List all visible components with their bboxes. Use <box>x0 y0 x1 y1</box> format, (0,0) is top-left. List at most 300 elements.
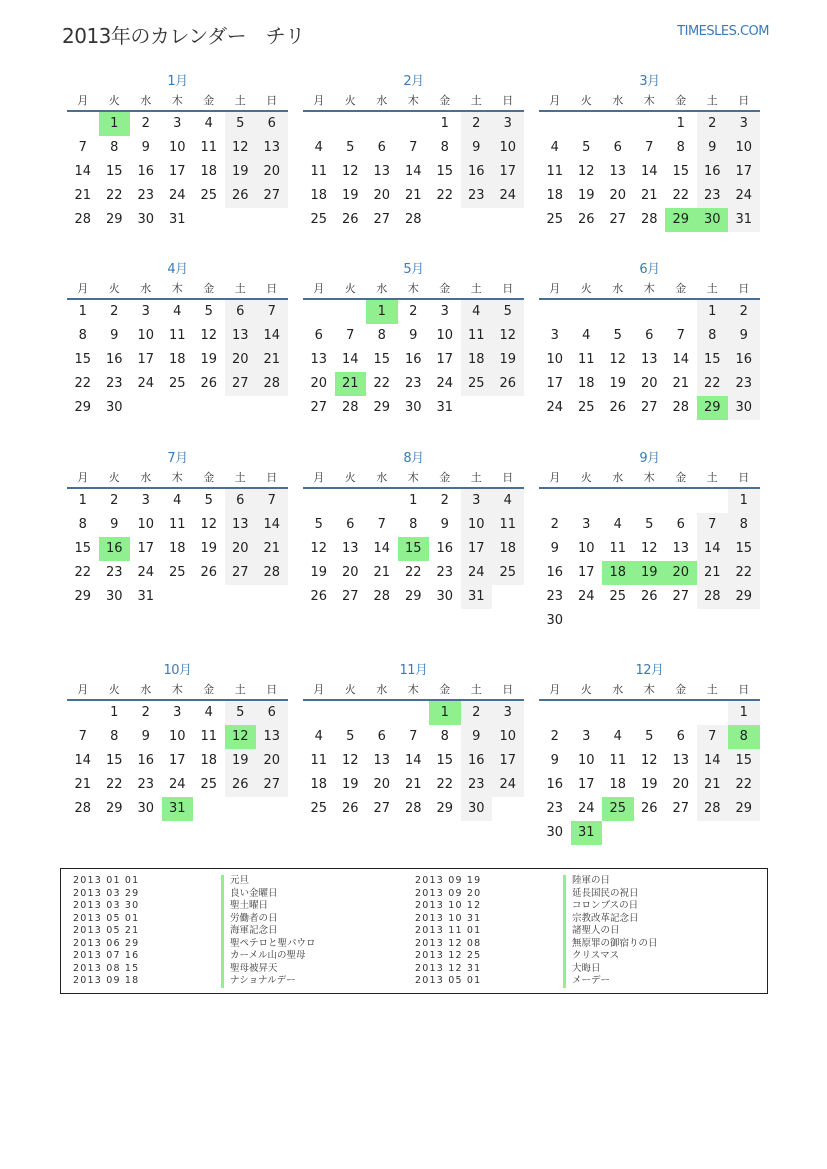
day-cell[interactable]: 24 <box>168 188 186 203</box>
day-cell[interactable]: 16 <box>546 777 564 792</box>
day-cell[interactable]: 17 <box>436 352 454 367</box>
day-cell[interactable]: 17 <box>137 541 155 556</box>
day-cell[interactable]: 6 <box>256 112 288 136</box>
day-cell[interactable]: 13 <box>609 164 627 179</box>
day-cell[interactable]: 3 <box>728 112 760 136</box>
brand-logo[interactable]: TIMESLES.COM <box>677 24 769 39</box>
day-cell[interactable]: 10 <box>137 517 155 532</box>
day-cell[interactable]: 23 <box>105 565 123 580</box>
day-cell[interactable]: 27 <box>310 400 328 415</box>
day-cell[interactable]: 10 <box>546 352 564 367</box>
day-cell[interactable]: 5 <box>492 300 524 324</box>
day-cell[interactable]: 28 <box>404 801 422 816</box>
day-cell[interactable]: 25 <box>200 777 218 792</box>
day-cell[interactable]: 27 <box>640 400 658 415</box>
day-cell[interactable]: 20 <box>225 537 257 561</box>
day-cell[interactable]: 17 <box>546 376 564 391</box>
day-cell[interactable]: 26 <box>577 212 595 227</box>
day-cell[interactable]: 30 <box>461 797 493 821</box>
day-cell[interactable]: 14 <box>404 164 422 179</box>
day-cell[interactable]: 5 <box>645 729 654 744</box>
day-cell[interactable]: 3 <box>550 328 559 343</box>
holiday-day-cell[interactable]: 31 <box>571 821 603 845</box>
day-cell[interactable]: 4 <box>204 705 213 720</box>
day-cell[interactable]: 5 <box>582 140 591 155</box>
day-cell[interactable]: 4 <box>582 328 591 343</box>
day-cell[interactable]: 7 <box>256 489 288 513</box>
day-cell[interactable]: 18 <box>200 164 218 179</box>
day-cell[interactable]: 21 <box>256 348 288 372</box>
day-cell[interactable]: 11 <box>546 164 564 179</box>
day-cell[interactable]: 26 <box>225 184 257 208</box>
day-cell[interactable]: 8 <box>78 517 87 532</box>
day-cell[interactable]: 28 <box>74 212 92 227</box>
day-cell[interactable]: 1 <box>728 701 760 725</box>
day-cell[interactable]: 10 <box>492 136 524 160</box>
day-cell[interactable]: 27 <box>672 801 690 816</box>
day-cell[interactable]: 3 <box>141 304 150 319</box>
day-cell[interactable]: 2 <box>697 112 729 136</box>
day-cell[interactable]: 26 <box>225 773 257 797</box>
holiday-day-cell[interactable]: 29 <box>697 396 729 420</box>
day-cell[interactable]: 8 <box>440 729 449 744</box>
day-cell[interactable]: 27 <box>256 773 288 797</box>
day-cell[interactable]: 4 <box>492 489 524 513</box>
day-cell[interactable]: 1 <box>676 116 685 131</box>
holiday-day-cell[interactable]: 1 <box>99 112 131 136</box>
day-cell[interactable]: 7 <box>78 140 87 155</box>
day-cell[interactable]: 9 <box>141 729 150 744</box>
day-cell[interactable]: 22 <box>697 372 729 396</box>
day-cell[interactable]: 29 <box>105 212 123 227</box>
day-cell[interactable]: 20 <box>373 188 391 203</box>
day-cell[interactable]: 11 <box>310 164 328 179</box>
day-cell[interactable]: 25 <box>546 212 564 227</box>
day-cell[interactable]: 7 <box>409 729 418 744</box>
day-cell[interactable]: 28 <box>672 400 690 415</box>
day-cell[interactable]: 27 <box>672 589 690 604</box>
day-cell[interactable]: 30 <box>728 396 760 420</box>
holiday-day-cell[interactable]: 1 <box>429 701 461 725</box>
day-cell[interactable]: 7 <box>346 328 355 343</box>
day-cell[interactable]: 25 <box>310 212 328 227</box>
day-cell[interactable]: 8 <box>78 328 87 343</box>
day-cell[interactable]: 26 <box>609 400 627 415</box>
day-cell[interactable]: 17 <box>168 164 186 179</box>
day-cell[interactable]: 17 <box>168 753 186 768</box>
day-cell[interactable]: 19 <box>577 188 595 203</box>
day-cell[interactable]: 14 <box>640 164 658 179</box>
day-cell[interactable]: 13 <box>640 352 658 367</box>
day-cell[interactable]: 21 <box>74 188 92 203</box>
day-cell[interactable]: 12 <box>225 136 257 160</box>
day-cell[interactable]: 15 <box>436 753 454 768</box>
day-cell[interactable]: 8 <box>110 140 119 155</box>
holiday-day-cell[interactable]: 30 <box>697 208 729 232</box>
day-cell[interactable]: 9 <box>141 140 150 155</box>
holiday-day-cell[interactable]: 1 <box>366 300 398 324</box>
day-cell[interactable]: 10 <box>492 725 524 749</box>
day-cell[interactable]: 13 <box>672 541 690 556</box>
day-cell[interactable]: 28 <box>404 212 422 227</box>
day-cell[interactable]: 6 <box>225 489 257 513</box>
day-cell[interactable]: 19 <box>310 565 328 580</box>
day-cell[interactable]: 7 <box>697 725 729 749</box>
day-cell[interactable]: 18 <box>492 537 524 561</box>
day-cell[interactable]: 16 <box>697 160 729 184</box>
day-cell[interactable]: 19 <box>492 348 524 372</box>
day-cell[interactable]: 31 <box>461 585 493 609</box>
day-cell[interactable]: 31 <box>168 212 186 227</box>
day-cell[interactable]: 19 <box>341 188 359 203</box>
day-cell[interactable]: 2 <box>141 116 150 131</box>
day-cell[interactable]: 19 <box>225 749 257 773</box>
day-cell[interactable]: 7 <box>256 300 288 324</box>
day-cell[interactable]: 1 <box>728 489 760 513</box>
day-cell[interactable]: 25 <box>461 372 493 396</box>
day-cell[interactable]: 1 <box>409 493 418 508</box>
day-cell[interactable]: 17 <box>577 565 595 580</box>
day-cell[interactable]: 7 <box>697 513 729 537</box>
day-cell[interactable]: 29 <box>436 801 454 816</box>
day-cell[interactable]: 18 <box>609 777 627 792</box>
day-cell[interactable]: 15 <box>105 753 123 768</box>
day-cell[interactable]: 13 <box>672 753 690 768</box>
day-cell[interactable]: 3 <box>173 116 182 131</box>
day-cell[interactable]: 29 <box>74 589 92 604</box>
day-cell[interactable]: 12 <box>200 517 218 532</box>
day-cell[interactable]: 5 <box>346 729 355 744</box>
day-cell[interactable]: 5 <box>346 140 355 155</box>
day-cell[interactable]: 22 <box>672 188 690 203</box>
day-cell[interactable]: 22 <box>728 561 760 585</box>
day-cell[interactable]: 20 <box>341 565 359 580</box>
day-cell[interactable]: 18 <box>310 188 328 203</box>
day-cell[interactable]: 19 <box>341 777 359 792</box>
day-cell[interactable]: 30 <box>546 613 564 628</box>
day-cell[interactable]: 12 <box>609 352 627 367</box>
day-cell[interactable]: 23 <box>461 773 493 797</box>
day-cell[interactable]: 28 <box>640 212 658 227</box>
day-cell[interactable]: 30 <box>137 212 155 227</box>
day-cell[interactable]: 10 <box>728 136 760 160</box>
day-cell[interactable]: 4 <box>314 729 323 744</box>
day-cell[interactable]: 16 <box>137 164 155 179</box>
day-cell[interactable]: 7 <box>409 140 418 155</box>
day-cell[interactable]: 31 <box>137 589 155 604</box>
day-cell[interactable]: 21 <box>256 537 288 561</box>
day-cell[interactable]: 6 <box>676 729 685 744</box>
day-cell[interactable]: 2 <box>409 304 418 319</box>
day-cell[interactable]: 30 <box>546 825 564 840</box>
day-cell[interactable]: 9 <box>697 136 729 160</box>
day-cell[interactable]: 7 <box>645 140 654 155</box>
day-cell[interactable]: 14 <box>404 753 422 768</box>
day-cell[interactable]: 23 <box>728 372 760 396</box>
day-cell[interactable]: 19 <box>200 352 218 367</box>
day-cell[interactable]: 9 <box>110 517 119 532</box>
day-cell[interactable]: 11 <box>168 517 186 532</box>
day-cell[interactable]: 22 <box>74 376 92 391</box>
day-cell[interactable]: 27 <box>609 212 627 227</box>
day-cell[interactable]: 23 <box>546 801 564 816</box>
day-cell[interactable]: 24 <box>492 184 524 208</box>
day-cell[interactable]: 10 <box>436 328 454 343</box>
day-cell[interactable]: 10 <box>577 753 595 768</box>
day-cell[interactable]: 21 <box>697 561 729 585</box>
day-cell[interactable]: 4 <box>314 140 323 155</box>
day-cell[interactable]: 14 <box>74 164 92 179</box>
holiday-day-cell[interactable]: 20 <box>665 561 697 585</box>
day-cell[interactable]: 17 <box>728 160 760 184</box>
day-cell[interactable]: 22 <box>105 188 123 203</box>
day-cell[interactable]: 1 <box>78 493 87 508</box>
day-cell[interactable]: 28 <box>256 372 288 396</box>
day-cell[interactable]: 2 <box>461 701 493 725</box>
day-cell[interactable]: 8 <box>440 140 449 155</box>
day-cell[interactable]: 30 <box>137 801 155 816</box>
day-cell[interactable]: 23 <box>436 565 454 580</box>
day-cell[interactable]: 23 <box>137 188 155 203</box>
day-cell[interactable]: 9 <box>409 328 418 343</box>
day-cell[interactable]: 5 <box>204 493 213 508</box>
day-cell[interactable]: 22 <box>436 777 454 792</box>
day-cell[interactable]: 24 <box>137 565 155 580</box>
day-cell[interactable]: 20 <box>640 376 658 391</box>
day-cell[interactable]: 30 <box>105 400 123 415</box>
day-cell[interactable]: 15 <box>436 164 454 179</box>
day-cell[interactable]: 20 <box>672 777 690 792</box>
day-cell[interactable]: 1 <box>78 304 87 319</box>
day-cell[interactable]: 7 <box>377 517 386 532</box>
day-cell[interactable]: 12 <box>310 541 328 556</box>
day-cell[interactable]: 22 <box>74 565 92 580</box>
day-cell[interactable]: 11 <box>310 753 328 768</box>
day-cell[interactable]: 16 <box>461 749 493 773</box>
day-cell[interactable]: 11 <box>577 352 595 367</box>
day-cell[interactable]: 18 <box>577 376 595 391</box>
day-cell[interactable]: 12 <box>640 541 658 556</box>
day-cell[interactable]: 8 <box>110 729 119 744</box>
day-cell[interactable]: 28 <box>341 400 359 415</box>
day-cell[interactable]: 2 <box>550 729 559 744</box>
day-cell[interactable]: 22 <box>404 565 422 580</box>
day-cell[interactable]: 6 <box>225 300 257 324</box>
day-cell[interactable]: 18 <box>168 352 186 367</box>
day-cell[interactable]: 6 <box>346 517 355 532</box>
day-cell[interactable]: 7 <box>78 729 87 744</box>
day-cell[interactable]: 26 <box>640 589 658 604</box>
day-cell[interactable]: 29 <box>373 400 391 415</box>
day-cell[interactable]: 20 <box>373 777 391 792</box>
day-cell[interactable]: 20 <box>609 188 627 203</box>
day-cell[interactable]: 6 <box>613 140 622 155</box>
day-cell[interactable]: 8 <box>728 513 760 537</box>
day-cell[interactable]: 13 <box>225 324 257 348</box>
day-cell[interactable]: 11 <box>609 541 627 556</box>
day-cell[interactable]: 27 <box>373 801 391 816</box>
day-cell[interactable]: 15 <box>373 352 391 367</box>
day-cell[interactable]: 23 <box>137 777 155 792</box>
day-cell[interactable]: 27 <box>225 372 257 396</box>
day-cell[interactable]: 21 <box>672 376 690 391</box>
day-cell[interactable]: 13 <box>256 136 288 160</box>
day-cell[interactable]: 14 <box>672 352 690 367</box>
day-cell[interactable]: 13 <box>341 541 359 556</box>
holiday-day-cell[interactable]: 31 <box>162 797 194 821</box>
day-cell[interactable]: 6 <box>377 140 386 155</box>
day-cell[interactable]: 31 <box>436 400 454 415</box>
day-cell[interactable]: 13 <box>225 513 257 537</box>
day-cell[interactable]: 4 <box>173 493 182 508</box>
day-cell[interactable]: 9 <box>550 541 559 556</box>
day-cell[interactable]: 13 <box>373 164 391 179</box>
day-cell[interactable]: 17 <box>492 160 524 184</box>
day-cell[interactable]: 2 <box>550 517 559 532</box>
day-cell[interactable]: 22 <box>436 188 454 203</box>
day-cell[interactable]: 4 <box>550 140 559 155</box>
day-cell[interactable]: 2 <box>728 300 760 324</box>
day-cell[interactable]: 10 <box>137 328 155 343</box>
day-cell[interactable]: 4 <box>204 116 213 131</box>
day-cell[interactable]: 29 <box>404 589 422 604</box>
day-cell[interactable]: 16 <box>436 541 454 556</box>
day-cell[interactable]: 16 <box>728 348 760 372</box>
day-cell[interactable]: 21 <box>404 777 422 792</box>
day-cell[interactable]: 12 <box>577 164 595 179</box>
day-cell[interactable]: 14 <box>74 753 92 768</box>
day-cell[interactable]: 17 <box>577 777 595 792</box>
day-cell[interactable]: 12 <box>341 753 359 768</box>
day-cell[interactable]: 20 <box>225 348 257 372</box>
day-cell[interactable]: 9 <box>461 136 493 160</box>
day-cell[interactable]: 16 <box>546 565 564 580</box>
day-cell[interactable]: 11 <box>200 729 218 744</box>
day-cell[interactable]: 23 <box>461 184 493 208</box>
day-cell[interactable]: 6 <box>256 701 288 725</box>
day-cell[interactable]: 25 <box>168 376 186 391</box>
holiday-day-cell[interactable]: 12 <box>225 725 257 749</box>
day-cell[interactable]: 7 <box>676 328 685 343</box>
holiday-day-cell[interactable]: 19 <box>634 561 666 585</box>
day-cell[interactable]: 28 <box>697 797 729 821</box>
day-cell[interactable]: 24 <box>577 589 595 604</box>
day-cell[interactable]: 8 <box>377 328 386 343</box>
day-cell[interactable]: 3 <box>582 517 591 532</box>
day-cell[interactable]: 4 <box>173 304 182 319</box>
day-cell[interactable]: 14 <box>697 537 729 561</box>
day-cell[interactable]: 25 <box>492 561 524 585</box>
day-cell[interactable]: 18 <box>546 188 564 203</box>
day-cell[interactable]: 3 <box>492 112 524 136</box>
day-cell[interactable]: 1 <box>440 116 449 131</box>
day-cell[interactable]: 16 <box>404 352 422 367</box>
day-cell[interactable]: 3 <box>492 701 524 725</box>
day-cell[interactable]: 28 <box>256 561 288 585</box>
day-cell[interactable]: 16 <box>461 160 493 184</box>
day-cell[interactable]: 15 <box>728 749 760 773</box>
day-cell[interactable]: 23 <box>546 589 564 604</box>
day-cell[interactable]: 16 <box>137 753 155 768</box>
day-cell[interactable]: 19 <box>225 160 257 184</box>
day-cell[interactable]: 3 <box>173 705 182 720</box>
day-cell[interactable]: 24 <box>168 777 186 792</box>
day-cell[interactable]: 25 <box>609 589 627 604</box>
day-cell[interactable]: 24 <box>492 773 524 797</box>
day-cell[interactable]: 25 <box>577 400 595 415</box>
day-cell[interactable]: 20 <box>256 160 288 184</box>
day-cell[interactable]: 22 <box>105 777 123 792</box>
day-cell[interactable]: 12 <box>640 753 658 768</box>
day-cell[interactable]: 6 <box>676 517 685 532</box>
day-cell[interactable]: 8 <box>409 517 418 532</box>
day-cell[interactable]: 15 <box>74 352 92 367</box>
day-cell[interactable]: 14 <box>697 749 729 773</box>
day-cell[interactable]: 5 <box>204 304 213 319</box>
day-cell[interactable]: 29 <box>105 801 123 816</box>
day-cell[interactable]: 26 <box>640 801 658 816</box>
day-cell[interactable]: 22 <box>728 773 760 797</box>
day-cell[interactable]: 6 <box>645 328 654 343</box>
day-cell[interactable]: 17 <box>137 352 155 367</box>
day-cell[interactable]: 21 <box>373 565 391 580</box>
day-cell[interactable]: 27 <box>341 589 359 604</box>
day-cell[interactable]: 4 <box>613 517 622 532</box>
day-cell[interactable]: 30 <box>436 589 454 604</box>
day-cell[interactable]: 5 <box>225 112 257 136</box>
day-cell[interactable]: 1 <box>110 705 119 720</box>
day-cell[interactable]: 26 <box>341 212 359 227</box>
day-cell[interactable]: 26 <box>492 372 524 396</box>
day-cell[interactable]: 14 <box>256 513 288 537</box>
day-cell[interactable]: 15 <box>74 541 92 556</box>
day-cell[interactable]: 13 <box>373 753 391 768</box>
day-cell[interactable]: 9 <box>728 324 760 348</box>
day-cell[interactable]: 14 <box>256 324 288 348</box>
day-cell[interactable]: 23 <box>404 376 422 391</box>
day-cell[interactable]: 13 <box>256 725 288 749</box>
day-cell[interactable]: 20 <box>310 376 328 391</box>
day-cell[interactable]: 10 <box>168 140 186 155</box>
day-cell[interactable]: 25 <box>310 801 328 816</box>
day-cell[interactable]: 5 <box>225 701 257 725</box>
day-cell[interactable]: 4 <box>461 300 493 324</box>
day-cell[interactable]: 6 <box>377 729 386 744</box>
day-cell[interactable]: 17 <box>461 537 493 561</box>
day-cell[interactable]: 2 <box>110 493 119 508</box>
day-cell[interactable]: 21 <box>697 773 729 797</box>
day-cell[interactable]: 24 <box>577 801 595 816</box>
day-cell[interactable]: 15 <box>672 164 690 179</box>
day-cell[interactable]: 1 <box>697 300 729 324</box>
day-cell[interactable]: 5 <box>613 328 622 343</box>
day-cell[interactable]: 24 <box>546 400 564 415</box>
day-cell[interactable]: 19 <box>640 777 658 792</box>
day-cell[interactable]: 18 <box>168 541 186 556</box>
day-cell[interactable]: 26 <box>310 589 328 604</box>
day-cell[interactable]: 10 <box>577 541 595 556</box>
day-cell[interactable]: 21 <box>640 188 658 203</box>
day-cell[interactable]: 29 <box>728 585 760 609</box>
day-cell[interactable]: 25 <box>168 565 186 580</box>
holiday-day-cell[interactable]: 21 <box>335 372 367 396</box>
day-cell[interactable]: 18 <box>310 777 328 792</box>
day-cell[interactable]: 30 <box>404 400 422 415</box>
day-cell[interactable]: 11 <box>168 328 186 343</box>
day-cell[interactable]: 14 <box>341 352 359 367</box>
day-cell[interactable]: 31 <box>728 208 760 232</box>
day-cell[interactable]: 29 <box>728 797 760 821</box>
